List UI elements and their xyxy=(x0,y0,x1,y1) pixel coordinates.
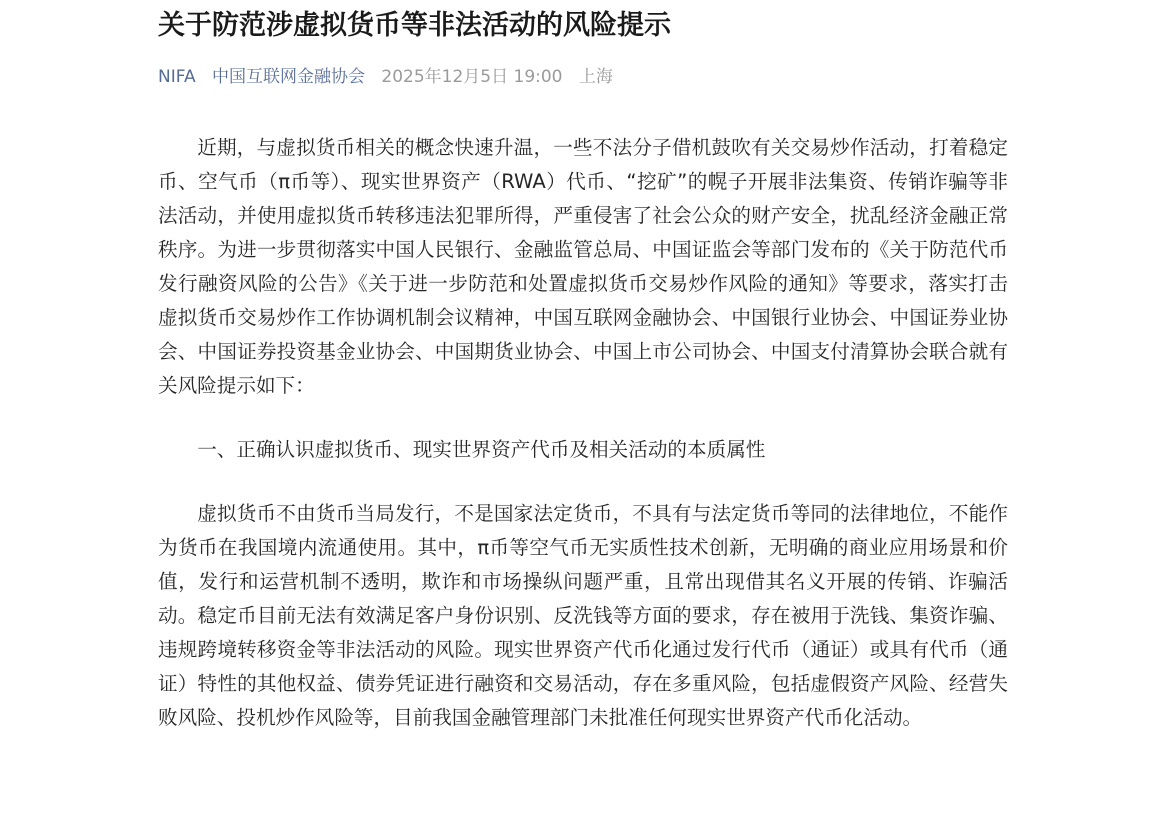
meta-author: NIFA xyxy=(158,67,196,87)
section-heading-1: 一、正确认识虚拟货币、现实世界资产代币及相关活动的本质属性 xyxy=(197,438,766,461)
meta-account-link[interactable]: 中国互联网金融协会 xyxy=(211,67,365,87)
meta-location: 上海 xyxy=(578,67,613,87)
paragraph-intro: 近期，与虚拟货币相关的概念快速升温，一些不法分子借机鼓吹有关交易炒作活动，打着稳定币、空气币（π币等）、现实世界资产（RWA）代币、“挖矿”的幌子开展非法集资、传销诈骗等非法活动，并使用虚拟货币转移违法犯罪所得，严重侵害了社会公众的财产安全，扰乱经济金融正常秩序。为进一步贯彻落实中国人民银行、金融监管总局、中国证监会等部门发布的《关于防范代币发行融资风险的公告》《关于进一步防范和处置虚拟货币交易炒作风险的通知》等要求，落实打击虚拟货币交易炒作工作协调机制会议精神，中国互联网金融协会、中国银行业协会、中国证券业协会、中国证券投资基金业协会、中国期货业协会、中国上市公司协会、中国支付清算协会联合就有关风险提示如下： xyxy=(158,136,1008,397)
paragraph-section-1: 虚拟货币不由货币当局发行，不是国家法定货币，不具有与法定货币等同的法律地位，不能作为货币在我国境内流通使用。其中，π币等空气币无实质性技术创新，无明确的商业应用场景和价值，发行和运营机制不透明，欺诈和市场操纵问题严重，且常出现借其名义开展的传销、诈骗活动。稳定币目前无法有效满足客户身份识别、反洗钱等方面的要求，存在被用于洗钱、集资诈骗、违规跨境转移资金等非法活动的风险。现实世界资产代币化通过发行代币（通证）或具有代币（通证）特性的其他权益、债券凭证进行融资和交易活动，存在多重风险，包括虚假资产风险、经营失败风险、投机炒作风险等，目前我国金融管理部门未批准任何现实世界资产代币化活动。 xyxy=(158,502,1008,729)
article-meta xyxy=(158,65,1008,89)
article xyxy=(158,0,1008,735)
meta-publish-time: 2025年12月5日 19:00 xyxy=(381,67,563,87)
article-body xyxy=(158,131,1008,735)
article-title: 关于防范涉虚拟货币等非法活动的风险提示 xyxy=(158,10,671,41)
